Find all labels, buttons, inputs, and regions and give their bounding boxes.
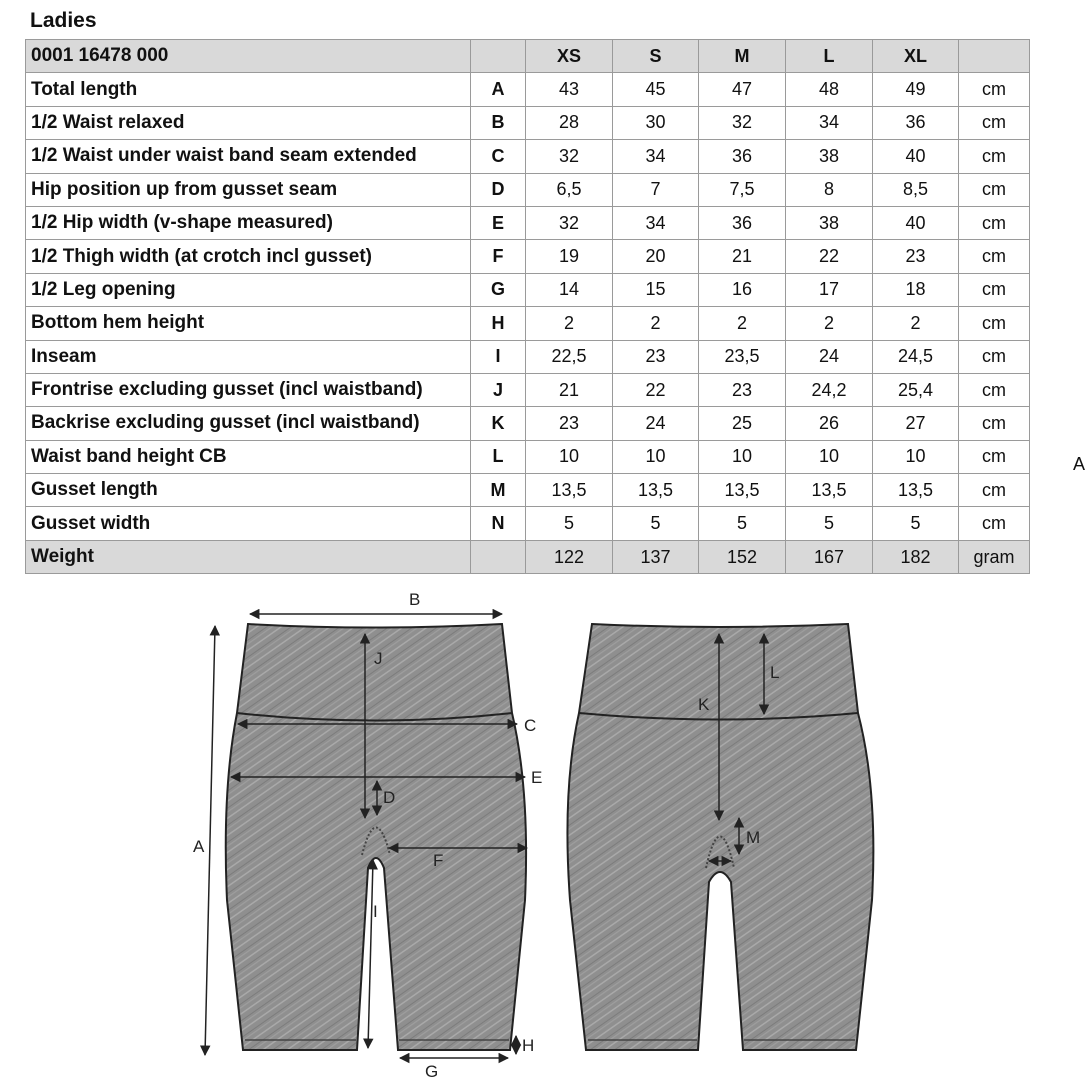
size-value-cell: 10 [613,440,699,473]
size-value-cell: 23 [699,373,786,406]
front-shorts-body [226,624,526,1050]
measure-h-label: H [522,1036,535,1055]
size-value-cell: 5 [873,507,959,540]
measurement-code: J [471,373,526,406]
unit-cell: cm [959,373,1030,406]
size-value-cell: 24 [613,407,699,440]
size-value-cell: 23 [613,340,699,373]
size-value-cell: 13,5 [786,474,873,507]
measurement-label: Backrise excluding gusset (incl waistband) [26,407,471,440]
measurement-label: Total length [26,73,471,106]
measure-d-label: D [383,788,396,807]
unit-cell: cm [959,407,1030,440]
size-value-cell: 22,5 [526,340,613,373]
measurement-code: L [471,440,526,473]
size-value-cell: 10 [786,440,873,473]
size-value-cell: 28 [526,106,613,139]
measure-b-label: B [409,590,421,609]
size-value-cell: 26 [786,407,873,440]
table-row [26,240,1030,273]
unit-cell: cm [959,440,1030,473]
size-value-cell: 22 [613,373,699,406]
measurement-label: 1/2 Thigh width (at crotch incl gusset) [26,240,471,273]
size-value-cell: 25 [699,407,786,440]
measure-k-label: K [698,695,710,714]
table-row [26,540,1030,573]
measurement-code: F [471,240,526,273]
measure-j-label: J [374,649,383,668]
size-value-cell: 32 [699,106,786,139]
size-value-cell: 23,5 [699,340,786,373]
table-row [26,273,1030,306]
measurement-code: M [471,474,526,507]
size-value-cell: 14 [526,273,613,306]
measure-a-arrow [205,626,215,1055]
size-chart-table [25,39,1030,574]
table-row [26,340,1030,373]
size-value-cell: 10 [873,440,959,473]
measurement-code: B [471,106,526,139]
measurement-label: Gusset width [26,507,471,540]
measurement-code: A [471,73,526,106]
header-cell: XL [873,40,959,73]
header-cell: M [699,40,786,73]
back-view [567,624,873,1050]
measurement-code: I [471,340,526,373]
table-row [26,73,1030,106]
size-value-cell: 36 [873,106,959,139]
size-value-cell: 20 [613,240,699,273]
size-value-cell: 5 [786,507,873,540]
size-value-cell: 6,5 [526,173,613,206]
size-value-cell: 24,5 [873,340,959,373]
cut-off-letter: A [1073,454,1085,474]
table-row [26,440,1030,473]
size-value-cell: 2 [699,307,786,340]
table-row [26,307,1030,340]
unit-cell: cm [959,474,1030,507]
table-row [26,373,1030,406]
measure-e-label: E [531,768,543,787]
size-value-cell: 34 [613,140,699,173]
measure-i-arrow [368,860,373,1048]
size-value-cell: 36 [699,140,786,173]
table-row [26,206,1030,239]
measure-f-label: F [433,851,444,870]
measurement-code: D [471,173,526,206]
size-value-cell: 19 [526,240,613,273]
size-value-cell: 15 [613,273,699,306]
size-value-cell: 32 [526,206,613,239]
measurement-label: 1/2 Leg opening [26,273,471,306]
measure-a-label: A [193,837,205,856]
measure-c-label: C [524,716,537,735]
measurement-code: N [471,507,526,540]
size-value-cell: 32 [526,140,613,173]
measure-i-label: I [373,902,378,921]
measurement-label: 1/2 Waist under waist band seam extended [26,140,471,173]
size-value-cell: 23 [873,240,959,273]
size-value-cell: 34 [786,106,873,139]
unit-cell: cm [959,140,1030,173]
size-value-cell: 13,5 [526,474,613,507]
shorts-diagram [0,580,1080,1080]
measurement-label: Gusset length [26,474,471,507]
unit-cell: cm [959,340,1030,373]
size-value-cell: 24,2 [786,373,873,406]
table-row [26,140,1030,173]
size-value-cell: 13,5 [699,474,786,507]
size-value-cell: 24 [786,340,873,373]
measurement-label: 1/2 Hip width (v-shape measured) [26,206,471,239]
size-value-cell: 16 [699,273,786,306]
size-value-cell: 10 [526,440,613,473]
measurement-label: Frontrise excluding gusset (incl waistband) [26,373,471,406]
measurement-code: K [471,407,526,440]
size-value-cell: 2 [613,307,699,340]
size-value-cell: 13,5 [613,474,699,507]
table-header-row [26,40,1030,73]
size-value-cell: 5 [699,507,786,540]
measure-m-label: M [746,828,761,847]
page-title: Ladies [30,9,97,32]
table-row [26,106,1030,139]
size-value-cell: 48 [786,73,873,106]
size-value-cell: 49 [873,73,959,106]
size-value-cell: 5 [613,507,699,540]
size-value-cell: 2 [786,307,873,340]
style-number-cell: 0001 16478 000 [26,40,471,73]
measure-l-label: L [770,663,780,682]
size-value-cell: 18 [873,273,959,306]
size-value-cell: 7,5 [699,173,786,206]
size-value-cell: 17 [786,273,873,306]
size-value-cell: 2 [873,307,959,340]
unit-cell: cm [959,106,1030,139]
unit-cell: cm [959,206,1030,239]
table-row [26,407,1030,440]
size-value-cell: 23 [526,407,613,440]
unit-cell: cm [959,307,1030,340]
size-value-cell: 167 [786,540,873,573]
size-value-cell: 27 [873,407,959,440]
size-value-cell: 47 [699,73,786,106]
size-value-cell: 10 [699,440,786,473]
size-value-cell: 40 [873,140,959,173]
table-row [26,474,1030,507]
unit-cell: cm [959,73,1030,106]
table-row [26,173,1030,206]
size-value-cell: 40 [873,206,959,239]
measurement-code: C [471,140,526,173]
size-value-cell: 5 [526,507,613,540]
size-value-cell: 13,5 [873,474,959,507]
measure-g-label: G [425,1062,439,1080]
unit-cell: cm [959,273,1030,306]
size-value-cell: 25,4 [873,373,959,406]
size-value-cell: 43 [526,73,613,106]
size-value-cell: 7 [613,173,699,206]
size-value-cell: 182 [873,540,959,573]
header-cell: S [613,40,699,73]
size-value-cell: 152 [699,540,786,573]
unit-cell: cm [959,507,1030,540]
measurement-code: E [471,206,526,239]
measurement-label: Inseam [26,340,471,373]
measurement-label: 1/2 Waist relaxed [26,106,471,139]
measurement-label: Bottom hem height [26,307,471,340]
size-value-cell: 38 [786,140,873,173]
header-cell: L [786,40,873,73]
size-value-cell: 122 [526,540,613,573]
size-value-cell: 36 [699,206,786,239]
size-value-cell: 8,5 [873,173,959,206]
table-row [26,507,1030,540]
measurement-label: Hip position up from gusset seam [26,173,471,206]
size-value-cell: 22 [786,240,873,273]
size-value-cell: 21 [526,373,613,406]
unit-cell: cm [959,173,1030,206]
measurement-code: H [471,307,526,340]
header-cell [959,40,1030,73]
unit-cell: cm [959,240,1030,273]
size-value-cell: 8 [786,173,873,206]
size-value-cell: 45 [613,73,699,106]
size-value-cell: 137 [613,540,699,573]
unit-cell: gram [959,540,1030,573]
measurement-code [471,540,526,573]
header-cell [471,40,526,73]
header-cell: XS [526,40,613,73]
front-view [193,590,542,1080]
size-value-cell: 38 [786,206,873,239]
size-value-cell: 30 [613,106,699,139]
measurement-label: Waist band height CB [26,440,471,473]
size-value-cell: 34 [613,206,699,239]
measurement-label: Weight [26,540,471,573]
size-value-cell: 21 [699,240,786,273]
size-value-cell: 2 [526,307,613,340]
measurement-code: G [471,273,526,306]
